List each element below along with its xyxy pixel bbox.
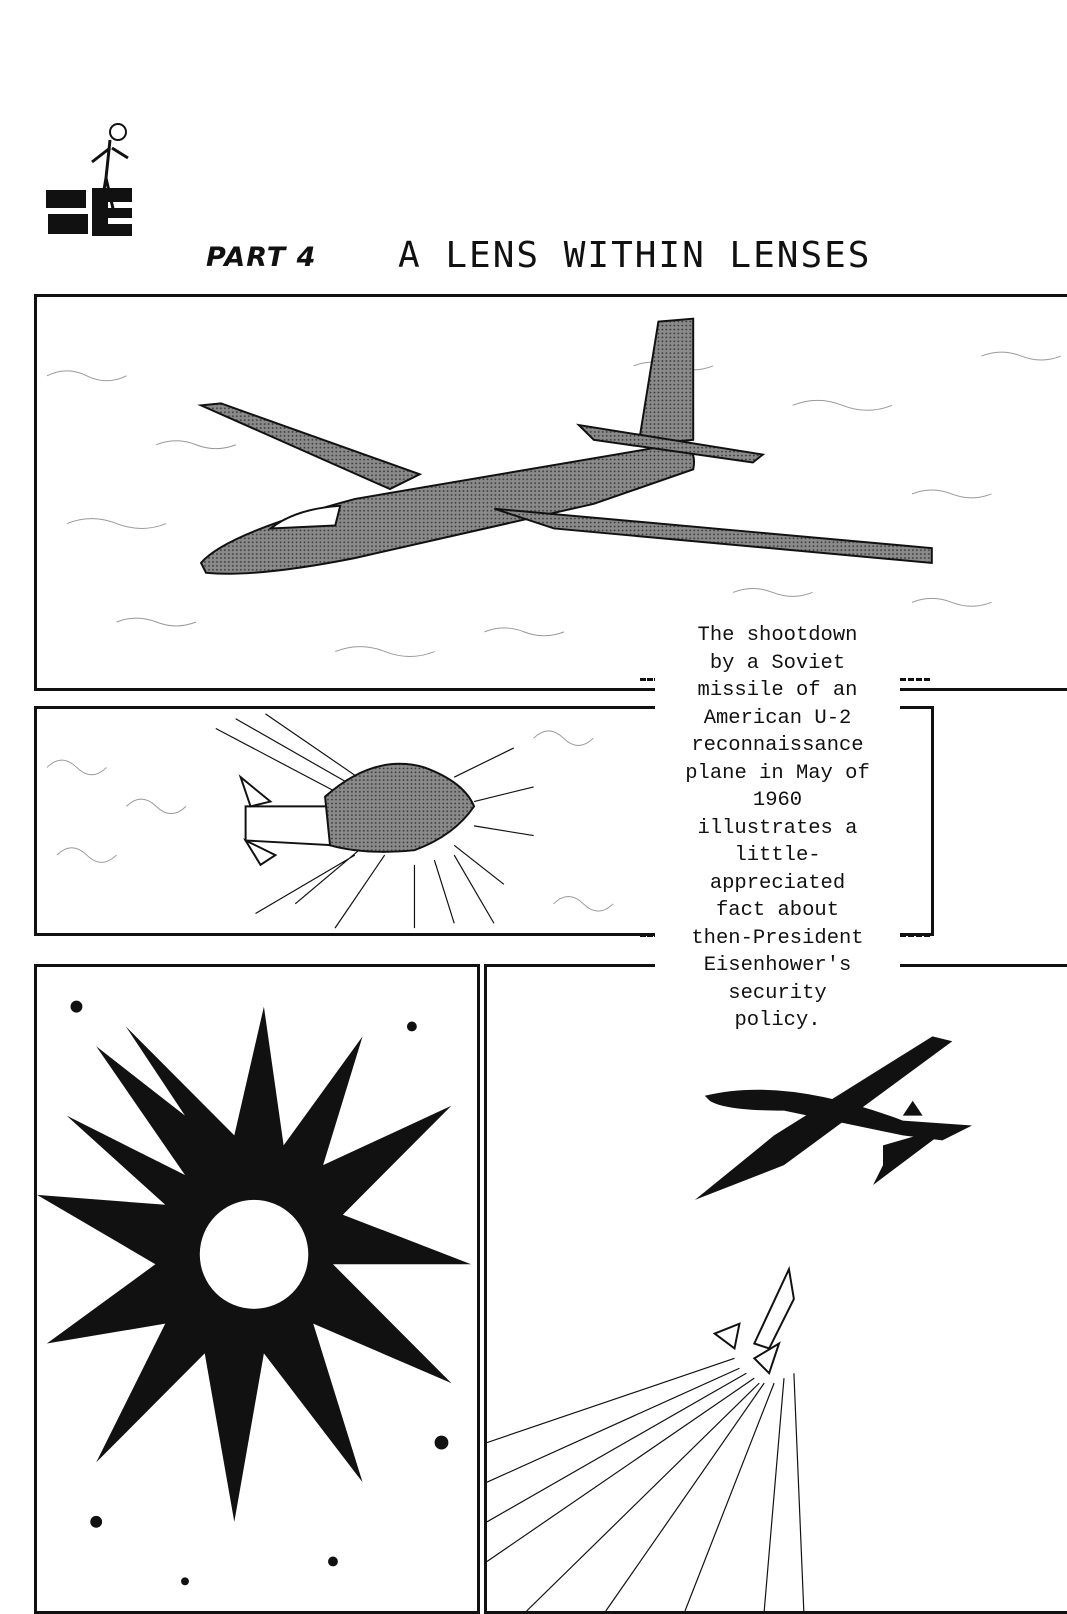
- golgo-figure-icon: [40, 118, 160, 268]
- caption-connector: [900, 934, 930, 937]
- silhouette-plane-icon: [695, 1036, 972, 1199]
- caption-line: little-: [734, 844, 821, 867]
- caption-line: then-President: [691, 926, 864, 950]
- rising-missile-icon: [487, 1269, 804, 1611]
- caption-line: illustrates a: [697, 816, 858, 840]
- caption-line: by a Soviet: [709, 651, 846, 675]
- caption-line: 1960: [752, 789, 803, 812]
- caption-line: appreciated: [709, 871, 846, 895]
- narration-caption: [655, 620, 900, 1037]
- explosion-icon: [37, 1001, 471, 1586]
- caption-connector: [900, 706, 930, 709]
- series-logo: [40, 118, 160, 268]
- caption-connector: [900, 964, 930, 967]
- caption-line: security: [728, 981, 827, 1005]
- panel-u2-flight: [34, 294, 1067, 691]
- caption-connector: [900, 678, 930, 681]
- caption-line: fact about: [715, 899, 840, 922]
- caption-line: Eisenhower's: [703, 954, 852, 977]
- caption-line: missile of an: [697, 679, 858, 702]
- panel-explosion: [34, 964, 480, 1614]
- missile-icon: [241, 764, 474, 865]
- part-label: PART 4: [206, 242, 317, 273]
- caption-line: reconnaissance: [691, 734, 864, 757]
- caption-line: American U-2: [703, 706, 852, 730]
- chapter-title: A LENS WITHIN LENSES: [398, 235, 872, 276]
- panel-intercept: [484, 964, 1067, 1614]
- caption-line: plane in May of: [685, 761, 870, 785]
- u2-plane-icon: [201, 319, 932, 574]
- caption-line: The shootdown: [697, 624, 858, 647]
- caption-line: policy.: [734, 1009, 821, 1032]
